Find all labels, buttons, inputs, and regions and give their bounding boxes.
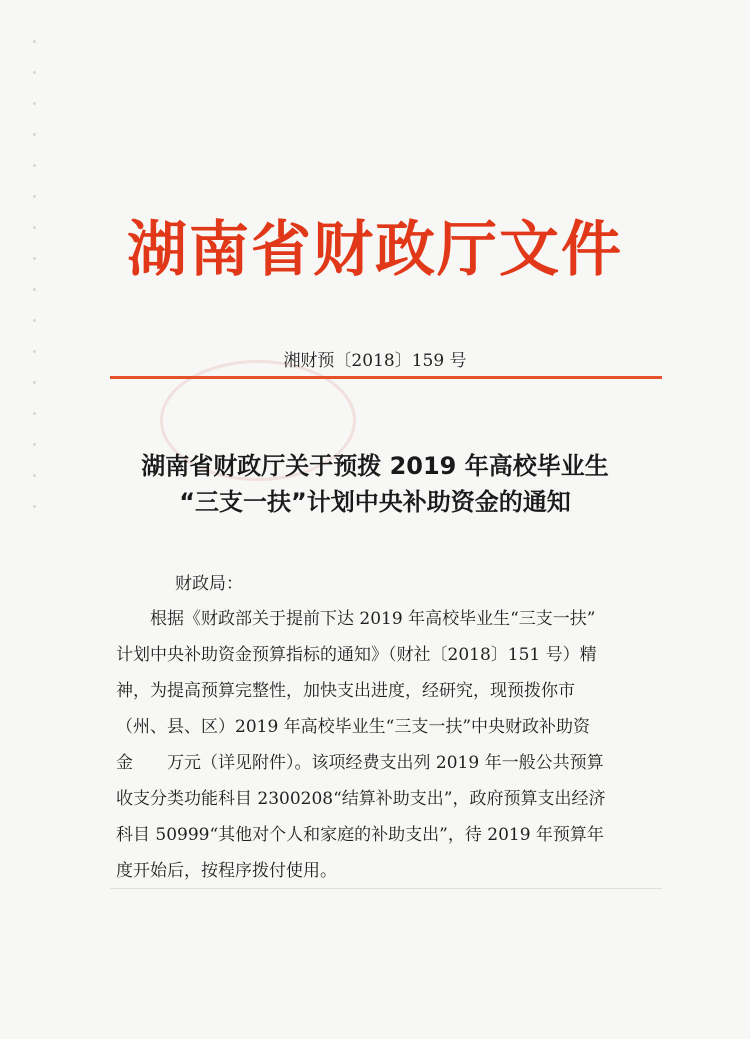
salutation: 财政局： [175,574,243,594]
notice-title-line-2: “三支一扶”计划中央补助资金的通知 [179,488,571,516]
body-line-3: 神，为提高预算完整性，加快支出进度，经研究，现预拨你市 [116,681,575,701]
page-divider [110,888,662,889]
body-line-6: 收支分类功能科目 2300208“结算补助支出”，政府预算支出经济 [116,789,606,809]
body-line-4: （州、县、区）2019 年高校毕业生“三支一扶”中央财政补助资 [116,717,591,737]
body-line-8: 度开始后，按程序拨付使用。 [116,861,337,881]
header-red-rule [110,376,662,379]
body-line-7: 科目 50999“其他对个人和家庭的补助支出”，待 2019 年预算年 [116,825,604,845]
body-line-1: 根据《财政部关于提前下达 2019 年高校毕业生“三支一扶” [116,609,596,629]
notice-title [0,448,750,520]
document-header-title: 湖南省财政厅文件 [127,215,623,285]
notice-title-line-1: 湖南省财政厅关于预拨 2019 年高校毕业生 [141,452,609,480]
document-number: 湘财预〔2018〕159 号 [283,351,467,371]
body-line-2: 计划中央补助资金预算指标的通知》（财社〔2018〕151 号）精 [116,645,597,665]
body-line-5: 金 万元（详见附件）。该项经费支出列 2019 年一般公共预算 [116,753,604,773]
